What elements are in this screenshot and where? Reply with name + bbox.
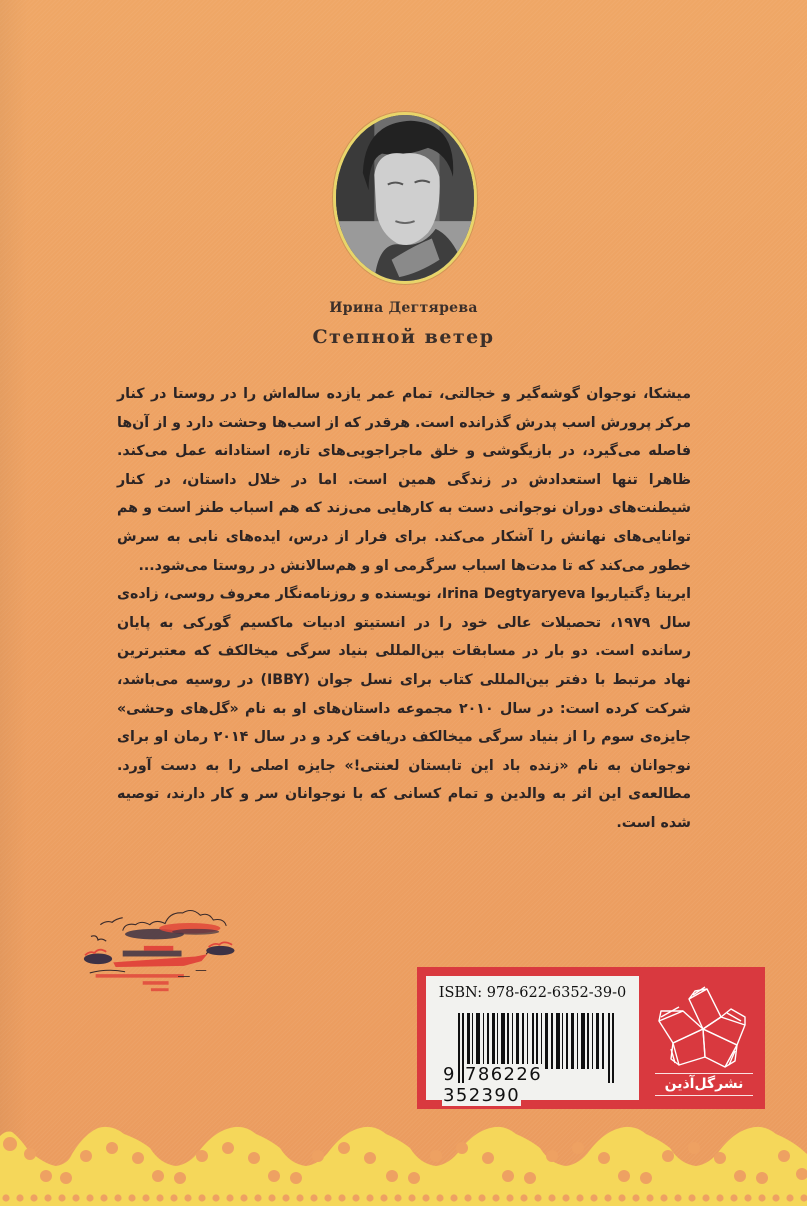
lace-border-decoration	[0, 1110, 807, 1206]
spine-shade	[0, 0, 28, 1206]
author-name: Ирина Дегтярева	[329, 300, 478, 316]
author-bio-paragraph: ایرینا دِگتیاریوا Irina Degtyaryeva، نویسنده و روزنامه‌نگار معروف روسی، زاده‌ی سال ۱۹۷۹، تحصیلات عالی خود را در انستیتو ادبیات ماکسیم گورکی به پایان رسانده است. دو بار در مسابقات بین‌المللی بنیاد سرگی میخالکف که معتبرترین نهاد مرتبط با دفتر بین‌المللی کتاب برای نسل جوان (IBBY) در روسیه می‌باشد، شرکت کرده است: در سال ۲۰۱۰ مجموعه داستان‌های او به نام «گل‌های وحشی» جایزه‌ی سوم را از بنیاد سرگی میخالکف دریافت کرد و در سال ۲۰۱۴ رمان او برای نوجوانان به نام «زنده باد این تابستان لعنتی!» جایزه اصلی را به دست آورد. مطالعه‌ی این اثر به والدین و تمام کسانی که با نوجوانان سر و کار دارند، توصیه شده است.	[117, 586, 691, 831]
synopsis-paragraph: میشکا، نوجوان گوشه‌گیر و خجالتی، تمام عمر یازده ساله‌اش را در روستا در کنار مرکز پرورش اسب پدرش گذرانده است. هرقدر که از اسب‌ها وحشت دارد و از آن‌ها فاصله می‌گیرد، در بازیگوشی و خلق ماجراجویی‌های تازه، استادانه عمل می‌کند. ظاهرا تنها استعدادش در زندگی همین است. اما در خلال داستان، در کنار شیطنت‌های دوران نوجوانی دست به کارهایی می‌زند که هم اسباب طنز است و هم توانایی‌های نهانش را آشکار می‌کند. برای فرار از درس، ایده‌های نابی به سرش خطور می‌کند که تا مدت‌ها اسباب سرگرمی او و هم‌سالانش در روستا می‌شود...	[117, 386, 691, 574]
barcode-left-digits: 786226	[464, 1064, 543, 1085]
book-title: Степной ветер	[312, 326, 495, 348]
isbn-label: ISBN: 978-622-6352-39-0	[438, 985, 627, 1001]
barcode-right-digits: 352390	[443, 1085, 521, 1106]
barcode-first-digit: 9	[443, 1064, 456, 1085]
publisher-name: نشرگل‌آذین	[655, 1073, 753, 1096]
barcode-number	[442, 1064, 628, 1106]
author-portrait	[333, 112, 477, 284]
book-description	[117, 380, 691, 838]
boat-illustration	[78, 900, 278, 1060]
boat-sketch-icon	[78, 900, 278, 1000]
isbn-publisher-block	[417, 967, 765, 1109]
portrait-photo-icon	[336, 115, 474, 281]
publisher-books-star-icon	[649, 977, 757, 1073]
isbn-panel	[426, 976, 639, 1106]
